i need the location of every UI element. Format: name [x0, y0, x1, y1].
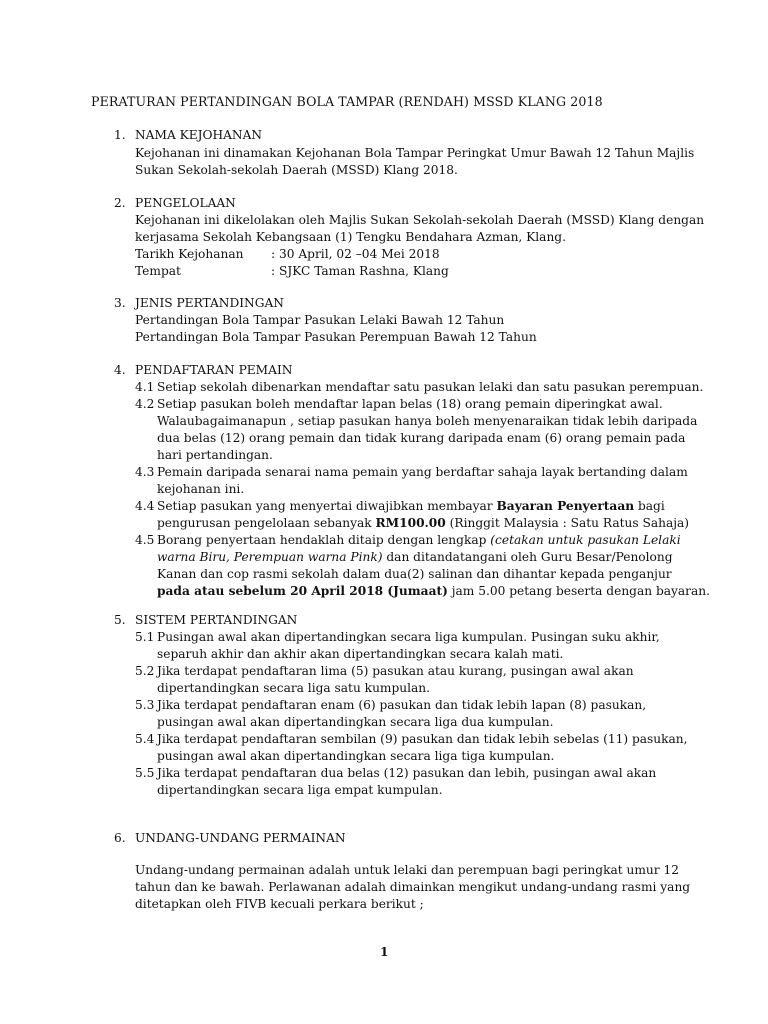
paragraph-line: Pertandingan Bola Tampar Pasukan Lelaki Bawah 12 Tahun — [135, 313, 505, 327]
italic-text: (cetakan untuk pasukan Lelaki — [490, 533, 681, 547]
item-line — [157, 532, 695, 549]
tarikh-row — [135, 246, 695, 263]
list-item — [135, 697, 695, 731]
section-number: 1. — [114, 128, 126, 142]
tempat-row — [135, 263, 695, 280]
text-run: Borang penyertaan hendaklah ditaip dengan lengkap — [157, 533, 491, 547]
tarikh-label: Tarikh Kejohanan — [135, 247, 244, 261]
section-number: 2. — [114, 196, 126, 210]
paragraph-line: Kejohanan ini dikelolakan oleh Majlis Sukan Sekolah-sekolah Daerah (MSSD) Klang dengan — [135, 213, 705, 227]
section-items — [135, 629, 695, 799]
section-body — [135, 145, 695, 179]
list-item — [135, 765, 695, 799]
tarikh-value: : 30 April, 02 –04 Mei 2018 — [271, 247, 440, 261]
paragraph-line: tahun dan ke bawah. Perlawanan adalah dimainkan mengikut undang-undang rasmi yang — [135, 880, 691, 894]
text-run: jam 5.00 petang beserta dengan bayaran. — [447, 584, 710, 598]
list-item — [135, 379, 704, 396]
list-item — [135, 532, 710, 600]
item-number: 5.3 — [135, 698, 155, 712]
section-number: 4. — [114, 363, 126, 377]
item-line: Kanan dan cop rasmi sekolah dalam dua(2) salinan dan dihantar kepada penganjur — [157, 567, 672, 581]
list-item — [135, 629, 695, 663]
list-item — [135, 663, 695, 697]
page-number: 1 — [380, 945, 389, 959]
tempat-value: : SJKC Taman Rashna, Klang — [271, 264, 449, 278]
section-items — [135, 379, 710, 600]
section-heading: UNDANG-UNDANG PERMAINAN — [135, 831, 346, 845]
item-number: 4.2 — [135, 397, 155, 411]
section-heading: SISTEM PERTANDINGAN — [135, 613, 298, 627]
item-line: Walaubagaimanapun , setiap pasukan hanya boleh menyenaraikan tidak lebih daripada — [157, 414, 698, 428]
item-number: 5.1 — [135, 630, 155, 644]
item-line: Jika terdapat pendaftaran lima (5) pasukan atau kurang, pusingan awal akan — [157, 664, 634, 678]
item-line: kejohanan ini. — [157, 482, 245, 496]
item-number: 5.5 — [135, 766, 155, 780]
item-line: dua belas (12) orang pemain dan tidak kurang daripada enam (6) orang pemain pada — [157, 431, 686, 445]
text-run: pengurusan pengelolaan sebanyak — [157, 516, 376, 530]
item-line: pusingan awal akan dipertandingkan secara liga tiga kumpulan. — [157, 749, 555, 763]
item-line: Jika terdapat pendaftaran dua belas (12) pasukan dan lebih, pusingan awal akan — [157, 766, 657, 780]
item-line: Pusingan awal akan dipertandingkan secara liga kumpulan. Pusingan suku akhir, — [157, 630, 660, 644]
list-item — [135, 396, 698, 464]
tempat-label: Tempat — [135, 264, 181, 278]
item-line: pusingan awal akan dipertandingkan secara liga dua kumpulan. — [157, 715, 554, 729]
bold-text: pada atau sebelum 20 April 2018 (Jumaat) — [157, 584, 448, 598]
bold-text: RM100.00 — [375, 516, 446, 530]
item-line: separuh akhir dan akhir akan dipertandingkan secara kalah mati. — [157, 647, 564, 661]
italic-text: warna Biru, Perempuan warna Pink) — [157, 550, 383, 564]
item-line — [157, 583, 710, 600]
item-line: Setiap sekolah dibenarkan mendaftar satu pasukan lelaki dan satu pasukan perempuan. — [157, 380, 704, 394]
list-item — [135, 498, 695, 532]
text-run: (Ringgit Malaysia : Satu Ratus Sahaja) — [445, 516, 690, 530]
item-line: Jika terdapat pendaftaran sembilan (9) pasukan dan tidak lebih sebelas (11) pasukan, — [157, 732, 688, 746]
item-line: Setiap pasukan boleh mendaftar lapan belas (18) orang pemain diperingkat awal. — [157, 397, 663, 411]
item-line: Jika terdapat pendaftaran enam (6) pasukan dan tidak lebih lapan (8) pasukan, — [157, 698, 647, 712]
section-body — [135, 312, 695, 346]
item-line — [157, 549, 695, 566]
section-number: 3. — [114, 296, 126, 310]
item-line — [157, 498, 695, 515]
item-number: 4.3 — [135, 465, 155, 479]
section-heading: NAMA KEJOHANAN — [135, 128, 263, 142]
item-line — [157, 515, 695, 532]
section-heading: JENIS PERTANDINGAN — [135, 296, 284, 310]
item-line: Pemain daripada senarai nama pemain yang berdaftar sahaja layak bertanding dalam — [157, 465, 688, 479]
section-body — [135, 212, 705, 280]
item-number: 5.4 — [135, 732, 155, 746]
section-number: 5. — [114, 613, 126, 627]
paragraph-line: kerjasama Sekolah Kebangsaan (1) Tengku Bendahara Azman, Klang. — [135, 230, 566, 244]
paragraph-line: Undang-undang permainan adalah untuk lelaki dan perempuan bagi peringkat umur 12 — [135, 863, 679, 877]
list-item — [135, 731, 695, 765]
paragraph-line: Kejohanan ini dinamakan Kejohanan Bola Tampar Peringkat Umur Bawah 12 Tahun Majlis — [135, 146, 695, 160]
text-run: dan ditandatangani oleh Guru Besar/Penolong — [382, 550, 673, 564]
bold-text: Bayaran Penyertaan — [496, 499, 635, 513]
item-line: dipertandingkan secara liga empat kumpulan. — [157, 783, 443, 797]
item-number: 5.2 — [135, 664, 155, 678]
list-item — [135, 464, 695, 498]
text-run: Setiap pasukan yang menyertai diwajibkan membayar — [157, 499, 497, 513]
section-body — [135, 862, 695, 913]
document-title: PERATURAN PERTANDINGAN BOLA TAMPAR (RENDAH) MSSD KLANG 2018 — [91, 94, 603, 109]
paragraph-line: Pertandingan Bola Tampar Pasukan Perempuan Bawah 12 Tahun — [135, 330, 537, 344]
text-run: bagi — [634, 499, 665, 513]
section-heading: PENGELOLAAN — [135, 196, 236, 210]
item-line: hari pertandingan. — [157, 448, 273, 462]
item-number: 4.5 — [135, 533, 155, 547]
item-line: dipertandingkan secara liga satu kumpulan. — [157, 681, 431, 695]
paragraph-line: ditetapkan oleh FIVB kecuali perkara berikut ; — [135, 897, 424, 911]
section-heading: PENDAFTARAN PEMAIN — [135, 363, 293, 377]
paragraph-line: Sukan Sekolah-sekolah Daerah (MSSD) Klang 2018. — [135, 163, 458, 177]
item-number: 4.4 — [135, 499, 155, 513]
section-number: 6. — [114, 831, 126, 845]
item-number: 4.1 — [135, 380, 155, 394]
